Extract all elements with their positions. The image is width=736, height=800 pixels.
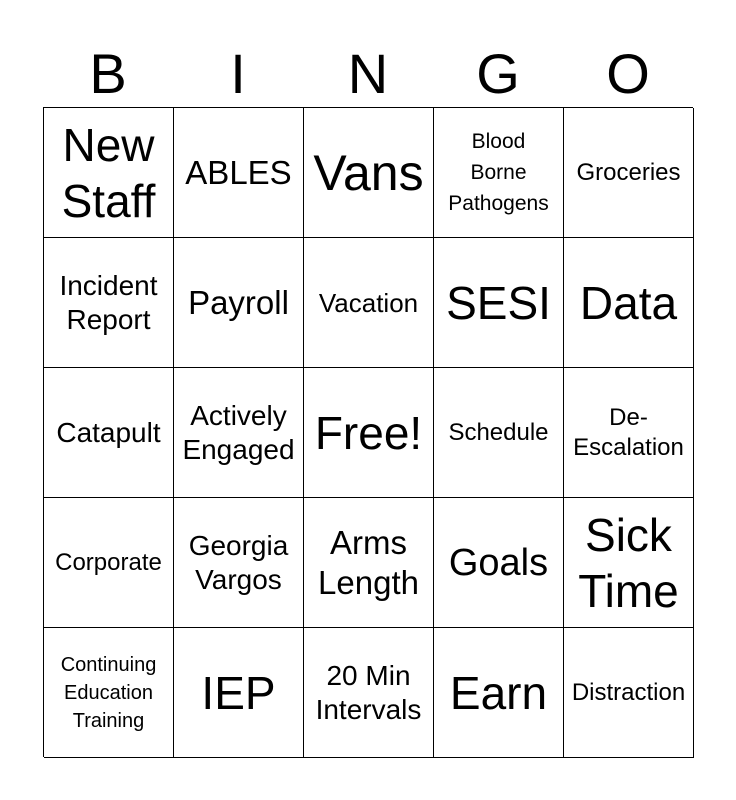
- header-letter-o: O: [606, 42, 650, 105]
- bingo-cell[interactable]: [44, 368, 174, 498]
- bingo-cell[interactable]: [304, 628, 434, 758]
- bingo-cell[interactable]: [174, 238, 304, 368]
- cell-text: Payroll: [188, 283, 289, 321]
- bingo-cell[interactable]: [44, 498, 174, 628]
- bingo-cell[interactable]: [564, 238, 694, 368]
- bingo-cell[interactable]: [434, 368, 564, 498]
- cell-text: IEP: [201, 666, 276, 719]
- bingo-cell[interactable]: [44, 628, 174, 758]
- bingo-cell[interactable]: [434, 108, 564, 238]
- cell-text: Goals: [448, 541, 549, 584]
- bingo-cell[interactable]: [564, 498, 694, 628]
- header-letter-b: B: [89, 42, 127, 105]
- bingo-cell[interactable]: [434, 238, 564, 368]
- bingo-board: [43, 107, 693, 757]
- bingo-cell[interactable]: [564, 628, 694, 758]
- cell-text: ABLES: [185, 153, 292, 191]
- bingo-cell[interactable]: [304, 498, 434, 628]
- cell-text: Arms Length: [318, 523, 419, 601]
- header-letter-i: I: [230, 42, 246, 105]
- bingo-cell[interactable]: [304, 238, 434, 368]
- header-letter-n: N: [347, 42, 389, 105]
- cell-text: New Staff: [61, 118, 156, 227]
- cell-text: Corporate: [55, 548, 162, 576]
- bingo-header: [43, 40, 693, 108]
- cell-text: Sick Time: [578, 508, 679, 617]
- bingo-cell[interactable]: [434, 498, 564, 628]
- cell-text: Earn: [449, 666, 548, 719]
- cell-text: SESI: [446, 276, 551, 329]
- bingo-cell[interactable]: [44, 108, 174, 238]
- cell-text: Actively Engaged: [182, 399, 295, 465]
- cell-text: 20 Min Intervals: [315, 659, 422, 725]
- cell-text: Blood Borne Pathogens: [448, 130, 549, 215]
- cell-text: De- Escalation: [573, 403, 684, 461]
- cell-text: Schedule: [448, 418, 549, 446]
- cell-text: Vans: [313, 144, 424, 201]
- bingo-cell[interactable]: [44, 238, 174, 368]
- bingo-cell[interactable]: [174, 498, 304, 628]
- bingo-cell[interactable]: [174, 628, 304, 758]
- bingo-cell[interactable]: [174, 368, 304, 498]
- bingo-cell[interactable]: [564, 108, 694, 238]
- free-space-cell[interactable]: [304, 368, 434, 498]
- cell-text: Catapult: [56, 416, 161, 448]
- cell-text: Incident Report: [59, 269, 158, 335]
- bingo-cell[interactable]: [304, 108, 434, 238]
- header-letter-g: G: [476, 42, 520, 105]
- bingo-cell[interactable]: [174, 108, 304, 238]
- cell-text: Georgia Vargos: [188, 529, 289, 595]
- bingo-cell[interactable]: [564, 368, 694, 498]
- bingo-cell[interactable]: [434, 628, 564, 758]
- cell-text: Distraction: [571, 678, 686, 706]
- cell-text: Vacation: [318, 287, 419, 318]
- cell-text: Groceries: [576, 158, 681, 186]
- free-space-text: Free!: [314, 406, 423, 459]
- cell-text: Data: [579, 276, 678, 329]
- cell-text: Continuing Education Training: [60, 653, 157, 732]
